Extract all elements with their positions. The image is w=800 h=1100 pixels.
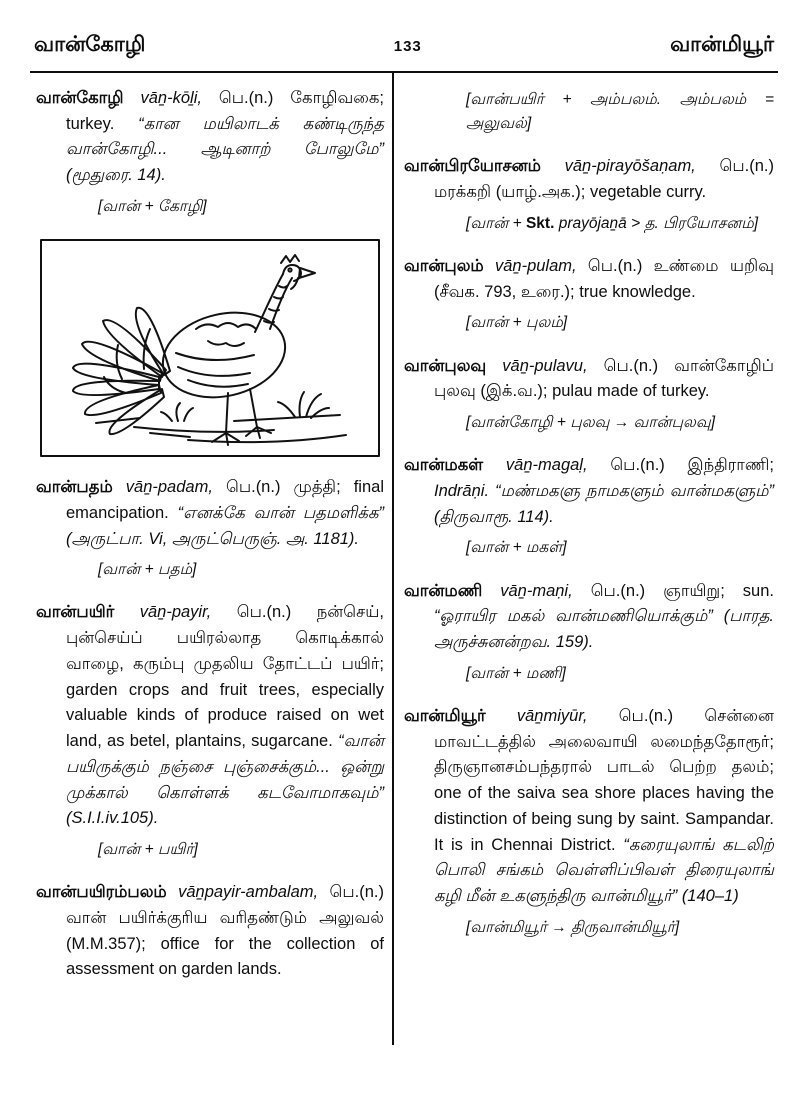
headword: வான்பதம் [36,478,113,497]
left-column [36,86,384,989]
etymology [36,195,384,219]
definition-text: பெ.(n.) முத்தி; final emancipation. [66,478,384,522]
etymology [404,311,774,335]
definition-text: பெ.(n.) வான்கோழிப் புலவு (இக்.வ.); pulau made of turkey. [434,356,774,401]
headword: வான்பிரயோசனம் [404,157,541,176]
headword: வான்புலவு [404,356,487,375]
headword: வான்மகள் [404,456,484,475]
transliteration: vāṉ-payir, [139,603,212,622]
etymology [404,212,774,236]
headword: வான்பயிரம்பலம் [36,883,167,902]
definition-italic: Indrāṇi. [434,482,490,500]
etymology-text: [வான் + பதம்] [98,561,197,579]
transliteration: vāṉ-padam, [125,478,213,497]
citation-source: (பாரத. அருச்சுனன்றவ. 159). [434,607,774,652]
etymology-text: [வான்மியூர் → திருவான்மியூர்] [466,918,680,936]
etymology-text: [வான் + மணி] [466,664,566,682]
definition-text: பெ.(n.) நன்செய், புன்செய்ப் பயிரல்லாத கொடிக்கால் வாழை, கரும்பு முதலிய தோட்டப் பயிர்; garden crops and fruit trees, especially valuable kinds of produce raised on wet land, as betel, plantains, sugarcane. [66,603,384,751]
headword: வான்புலம் [404,256,484,275]
dict-entry-vanmiyur [404,704,774,910]
etymology-text: [வான்கோழி + புலவு → வான்புலவு] [466,414,716,432]
etymology [36,838,384,862]
headword: வான்பயிர் [36,603,115,622]
etymology-text: [வான் + பயிர்] [98,841,198,859]
header-left-guideword: வான்கோழி [34,33,146,56]
definition-text: பெ.(n.) கோழிவகை; turkey. [66,89,384,133]
page-number: 133 [393,38,422,55]
etymology [404,88,774,136]
headword: வான்மணி [404,581,483,600]
dict-entry-vanpayirambalam [36,880,384,983]
dict-entry-vanpulam [404,254,774,305]
citation-source: (140–1) [681,887,739,906]
header-rule [30,71,778,73]
citation-quote: “கரையுலாங் கடலிற் பொலி சங்கம் வெள்ளிப்பிவள் திரையுலாங் கழி மீன் உகளுந்திரு வான்மியூர்” [434,835,774,906]
headword: வான்மியூர் [404,707,486,726]
citation-quote: “மண்மகளு நாமகளும் வான்மகளும்” [495,482,774,500]
transliteration: vāṉ-pulam, [494,256,577,275]
dict-entry-vanpadham [36,475,384,552]
page-header [34,33,774,59]
dict-entry-vanmani [404,579,774,656]
dict-entry-vanpulavu [404,354,774,405]
citation-source: (S.I.I.iv.105). [66,809,159,828]
transliteration: vāṉ-magaḷ, [505,456,588,475]
transliteration: vāṉ-pirayōšaṇam, [564,157,696,176]
etymology [404,662,774,686]
etymology-text: [வான்பயிர் + அம்பலம். அம்பலம் = அலுவல்] [466,91,774,133]
etymology-text: [வான் + மகள்] [466,539,567,557]
turkey-illustration [38,237,384,459]
definition-text: பெ.(n.) மரக்கறி (யாழ்.அக.); vegetable curry. [434,157,774,202]
right-column [404,86,774,958]
etymology [404,536,774,560]
dict-entry-vanpayir [36,600,384,832]
header-right-guideword: வான்மியூர் [670,33,774,56]
etymology-text: [வான் + [466,214,522,232]
dict-entry-vanmagal [404,453,774,530]
citation-source: (திருவாரூ. 114). [434,507,554,526]
etymology [404,411,774,435]
turkey-drawing [38,237,382,459]
headword: வான்கோழி [36,89,124,107]
citation-quote: “எனக்கே வான் பதமளிக்க” [177,503,384,522]
citation-source: (அருட்பா. Vi, அருட்பெருஞ். அ. 1181). [66,529,359,548]
dict-entry-vanpirayosanam [404,154,774,205]
transliteration: vāṉmiyūr, [516,707,588,726]
definition-text: பெ.(n.) இந்திராணி; [610,456,774,475]
definition-text: பெ.(n.) உண்மை யறிவு (சீவக. 793, உரை.); true knowledge. [434,256,774,301]
transliteration: vāṉ-pulavu, [502,356,588,375]
transliteration: vāṉ-maṇi, [500,581,573,600]
dict-entry-vankozhi [36,86,384,189]
etymology-text: [வான் + புலம்] [466,314,568,332]
etymology [404,916,774,940]
etymology-language-tag: Skt. [525,214,555,232]
definition-text: பெ.(n.) ஞாயிறு; sun. [590,581,774,600]
citation-quote: “கான மயிலாடக் கண்டிருந்த வான்கோழி... ஆடினாற் போலுமே” [66,114,384,159]
citation-quote: “வான் பயிருக்கும் நஞ்சை புஞ்சைக்கும்... ஒன்று முக்கால் கொள்ளக் கடவோமாகவும்” [66,732,384,802]
citation-quote: “ஓராயிர மகல் வான்மணியொக்கும்” [434,607,713,626]
column-divider [392,72,394,1045]
transliteration: vāṉ-kōḻi, [140,89,202,107]
definition-text: பெ.(n.) வான் பயிர்க்குரிய வரிதண்டும் அலுவல் (M.M.357); office for the collection of assessment on garden lands. [66,883,384,979]
definition-text: பெ.(n.) சென்னை மாவட்டத்தில் அலைவாயி லமைந்ததோரூர்; திருஞானசம்பந்தரால் பாடல் பெற்ற தலம்; one of the saiva sea shore places having the distinction of being sung by saint. Sampandar. It is in Chennai District. [434,707,774,854]
etymology-text: [வான் + கோழி] [98,197,207,215]
etymology [36,558,384,582]
etymology-text: prayōjaṉā > த. பிரயோசனம்] [558,214,759,232]
illustration-frame [41,240,379,456]
citation-source: (மூதுரை. 14). [66,166,166,185]
transliteration: vāṉpayir-ambalam, [178,883,319,902]
